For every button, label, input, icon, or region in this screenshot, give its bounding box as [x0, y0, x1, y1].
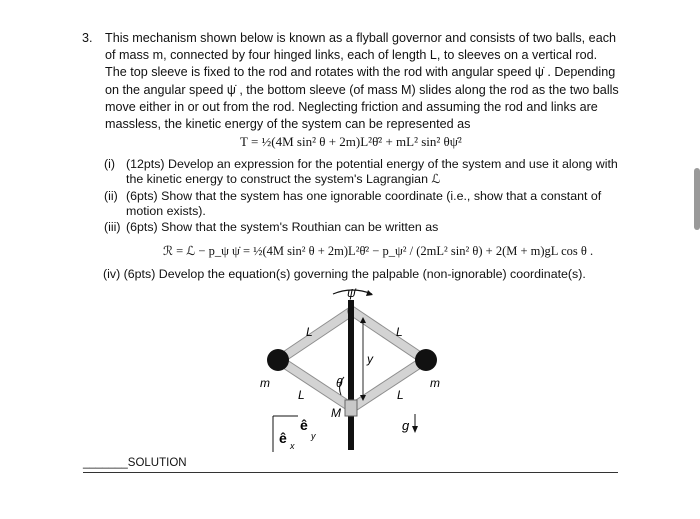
scrollbar[interactable]	[694, 168, 700, 230]
solution-text: SOLUTION	[127, 457, 187, 469]
part-text: (6pts) Show that the system's Routhian can be written as	[126, 220, 439, 234]
rod-coordinate-label: y	[367, 352, 373, 366]
part-text: (12pts) Develop an expression for the potential energy of the system and use it along with	[126, 157, 618, 171]
link-label: L	[396, 325, 403, 339]
rotation-label: ψ̇	[347, 286, 356, 300]
part-iv: (iv) (6pts) Develop the equation(s) governing the palpable (non-ignorable) coordinate(s).	[103, 267, 586, 281]
ball-left	[267, 349, 289, 371]
part-label: (ii)	[104, 189, 118, 203]
intro-line: massless, the kinetic energy of the system can be represented as	[105, 117, 471, 132]
unit-vector-y: ê	[300, 417, 308, 433]
gravity-arrow-icon	[412, 414, 418, 433]
part-label: (i)	[104, 157, 116, 171]
link-label: L	[306, 325, 313, 339]
intro-line: on the angular speed ψ̇ , the bottom sleeve (of mass M) slides along the rod as the two balls	[105, 82, 619, 97]
routhian-equation: ℛ = ℒ − p_ψ ψ̇ = ½(4M sin² θ + 2m)L²θ̇² − p_ψ² / (2mL² sin² θ) + 2(M + m)gL cos θ .	[163, 244, 594, 258]
intro-line: The top sleeve is fixed to the rod and rotates with the rod with angular speed ψ̇ . Depending	[105, 65, 616, 80]
sleeve-mass-label: M	[331, 406, 341, 420]
question-number: 3.	[82, 31, 93, 45]
part-text: motion exists).	[126, 203, 206, 218]
unit-vector-x: ê	[279, 430, 287, 446]
ball-right	[415, 349, 437, 371]
unit-vector-y-subscript: y	[311, 431, 316, 441]
kinetic-energy-equation: T = ½(4M sin² θ + 2m)L²θ̇² + mL² sin² θψ̇²	[240, 134, 462, 149]
part-label: (iii)	[104, 220, 121, 234]
solution-underline	[83, 472, 618, 473]
unit-vector-x-subscript: x	[290, 441, 295, 451]
vertical-rod	[348, 300, 354, 450]
bottom-sleeve	[345, 400, 357, 416]
link-label: L	[397, 388, 404, 402]
intro-line: of mass m, connected by four hinged links, each of length L, to sleeves on a vertical rod.	[105, 48, 598, 63]
mass-label: m	[260, 376, 270, 390]
angle-label: θ	[336, 376, 343, 390]
part-text: the kinetic energy to construct the system's Lagrangian ℒ	[126, 171, 441, 186]
intro-line: This mechanism shown below is known as a flyball governor and consists of two balls, each	[105, 31, 616, 45]
y-dimension-arrow	[360, 317, 366, 401]
gravity-label: g	[402, 418, 410, 433]
mass-label: m	[430, 376, 440, 390]
intro-line: move either in or out from the rod. Neglecting friction and assuming the rod and links are	[105, 99, 598, 114]
link-label: L	[298, 388, 305, 402]
part-text: (6pts) Show that the system has one ignorable coordinate (i.e., show that a constant of	[126, 189, 602, 203]
solution-label: _______SOLUTION	[83, 457, 187, 469]
